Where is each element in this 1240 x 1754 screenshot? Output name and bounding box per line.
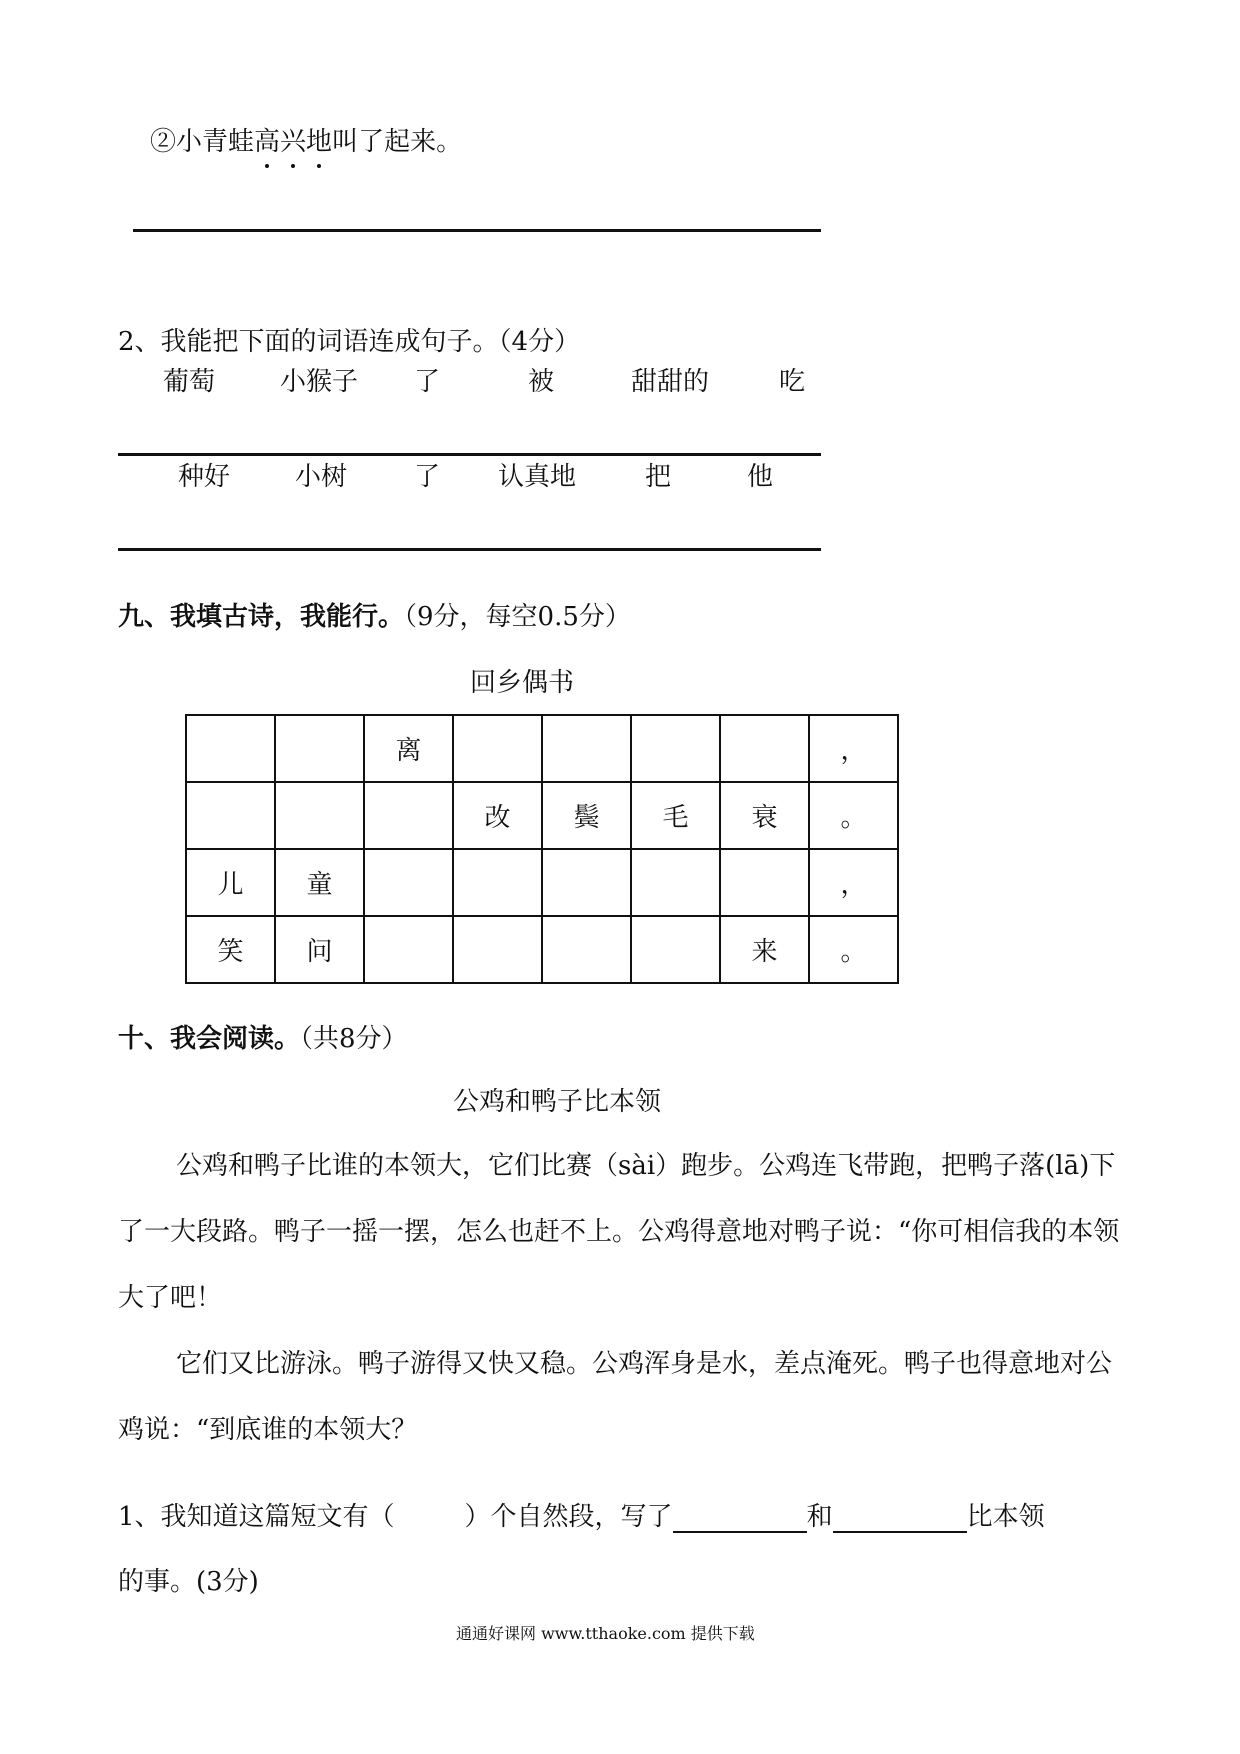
poem-row <box>186 849 898 916</box>
sentence-item-2 <box>150 126 462 158</box>
section-10-heading-bold: 十、我会阅读。 <box>118 1024 301 1054</box>
poem-cell[interactable] <box>720 715 809 782</box>
poem-cell: 衰 <box>720 782 809 849</box>
poem-cell[interactable] <box>542 715 631 782</box>
poem-cell[interactable] <box>631 916 720 983</box>
poem-cell: 童 <box>275 849 364 916</box>
section-9-heading-bold: 九、我填古诗，我能行。 <box>118 602 405 632</box>
word-tile: 了 <box>414 462 441 492</box>
poem-cell[interactable] <box>275 782 364 849</box>
poem-cell[interactable] <box>453 849 542 916</box>
poem-cell: 问 <box>275 916 364 983</box>
dotted-char: 兴 <box>280 127 307 157</box>
word-tile: 被 <box>528 367 555 397</box>
answer-line[interactable] <box>118 548 821 551</box>
word-tile: 把 <box>645 462 672 492</box>
question-2-title: 2、我能把下面的词语连成句子。（4分） <box>118 327 581 357</box>
poem-cell: 鬓 <box>542 782 631 849</box>
word-tile: 葡萄 <box>163 367 216 397</box>
poem-cell[interactable] <box>364 916 453 983</box>
poem-cell: 笑 <box>186 916 275 983</box>
section-10-heading <box>118 1023 408 1055</box>
word-tile: 甜甜的 <box>631 367 710 397</box>
word-tile: 吃 <box>779 367 806 397</box>
poem-cell: ， <box>809 849 898 916</box>
question-text: 比本领 <box>966 1502 1045 1532</box>
question-text: ）个自然段，写了 <box>464 1502 673 1532</box>
poem-cell[interactable] <box>542 916 631 983</box>
section-10-heading-score: （共8分） <box>300 1024 408 1054</box>
sentence-prefix: ②小青蛙 <box>150 127 255 157</box>
poem-cell[interactable] <box>720 849 809 916</box>
poem-cell: ， <box>809 715 898 782</box>
poem-cell[interactable] <box>186 715 275 782</box>
poem-title: 回乡偶书 <box>470 668 575 698</box>
poem-grid <box>185 714 899 984</box>
answer-blank[interactable] <box>833 1505 967 1533</box>
dotted-char: 高 <box>254 127 281 157</box>
reading-question-1 <box>118 1501 1045 1533</box>
poem-cell[interactable] <box>631 849 720 916</box>
poem-cell[interactable] <box>453 916 542 983</box>
footer-text: 通通好课网 www.tthaoke.com 提供下载 <box>456 1624 755 1643</box>
reading-question-1-continued: 的事。(3分) <box>118 1567 259 1597</box>
poem-cell[interactable] <box>453 715 542 782</box>
poem-row <box>186 916 898 983</box>
story-title: 公鸡和鸭子比本领 <box>453 1087 662 1117</box>
poem-cell[interactable] <box>275 715 364 782</box>
poem-cell: 毛 <box>631 782 720 849</box>
poem-cell: 来 <box>720 916 809 983</box>
word-tile: 认真地 <box>498 462 577 492</box>
answer-line[interactable] <box>118 453 821 456</box>
word-tile: 他 <box>747 462 774 492</box>
word-tile: 了 <box>414 367 441 397</box>
word-tile: 种好 <box>178 462 231 492</box>
poem-cell: 。 <box>809 916 898 983</box>
story-paragraph-1: 公鸡和鸭子比谁的本领大，它们比赛（sài）跑步。公鸡连飞带跑，把鸭子落(lā)下了一大段路。鸭子一摇一摆，怎么也赶不上。公鸡得意地对鸭子说：“你可相信我的本领大了吧！ <box>118 1151 1120 1313</box>
answer-blank[interactable] <box>673 1505 807 1533</box>
poem-row <box>186 782 898 849</box>
poem-cell: 改 <box>453 782 542 849</box>
poem-row <box>186 715 898 782</box>
poem-cell[interactable] <box>364 849 453 916</box>
poem-cell: 离 <box>364 715 453 782</box>
sentence-suffix: 叫了起来。 <box>332 127 463 157</box>
poem-cell[interactable] <box>631 715 720 782</box>
dotted-char: 地 <box>306 127 333 157</box>
poem-cell[interactable] <box>186 782 275 849</box>
word-tile: 小树 <box>295 462 348 492</box>
question-text: 1、我知道这篇短文有（ <box>118 1502 395 1532</box>
answer-line[interactable] <box>133 229 821 232</box>
word-tile: 小猴子 <box>280 367 359 397</box>
story-paragraph-2: 它们又比游泳。鸭子游得又快又稳。公鸡浑身是水，差点淹死。鸭子也得意地对公鸡说：“到底谁的本领大？ <box>118 1349 1113 1445</box>
section-9-heading <box>118 601 631 633</box>
poem-cell: 儿 <box>186 849 275 916</box>
section-9-heading-score: （9分，每空0.5分） <box>404 602 631 632</box>
poem-cell: 。 <box>809 782 898 849</box>
question-text: 和 <box>806 1502 833 1532</box>
poem-cell[interactable] <box>542 849 631 916</box>
poem-cell[interactable] <box>364 782 453 849</box>
